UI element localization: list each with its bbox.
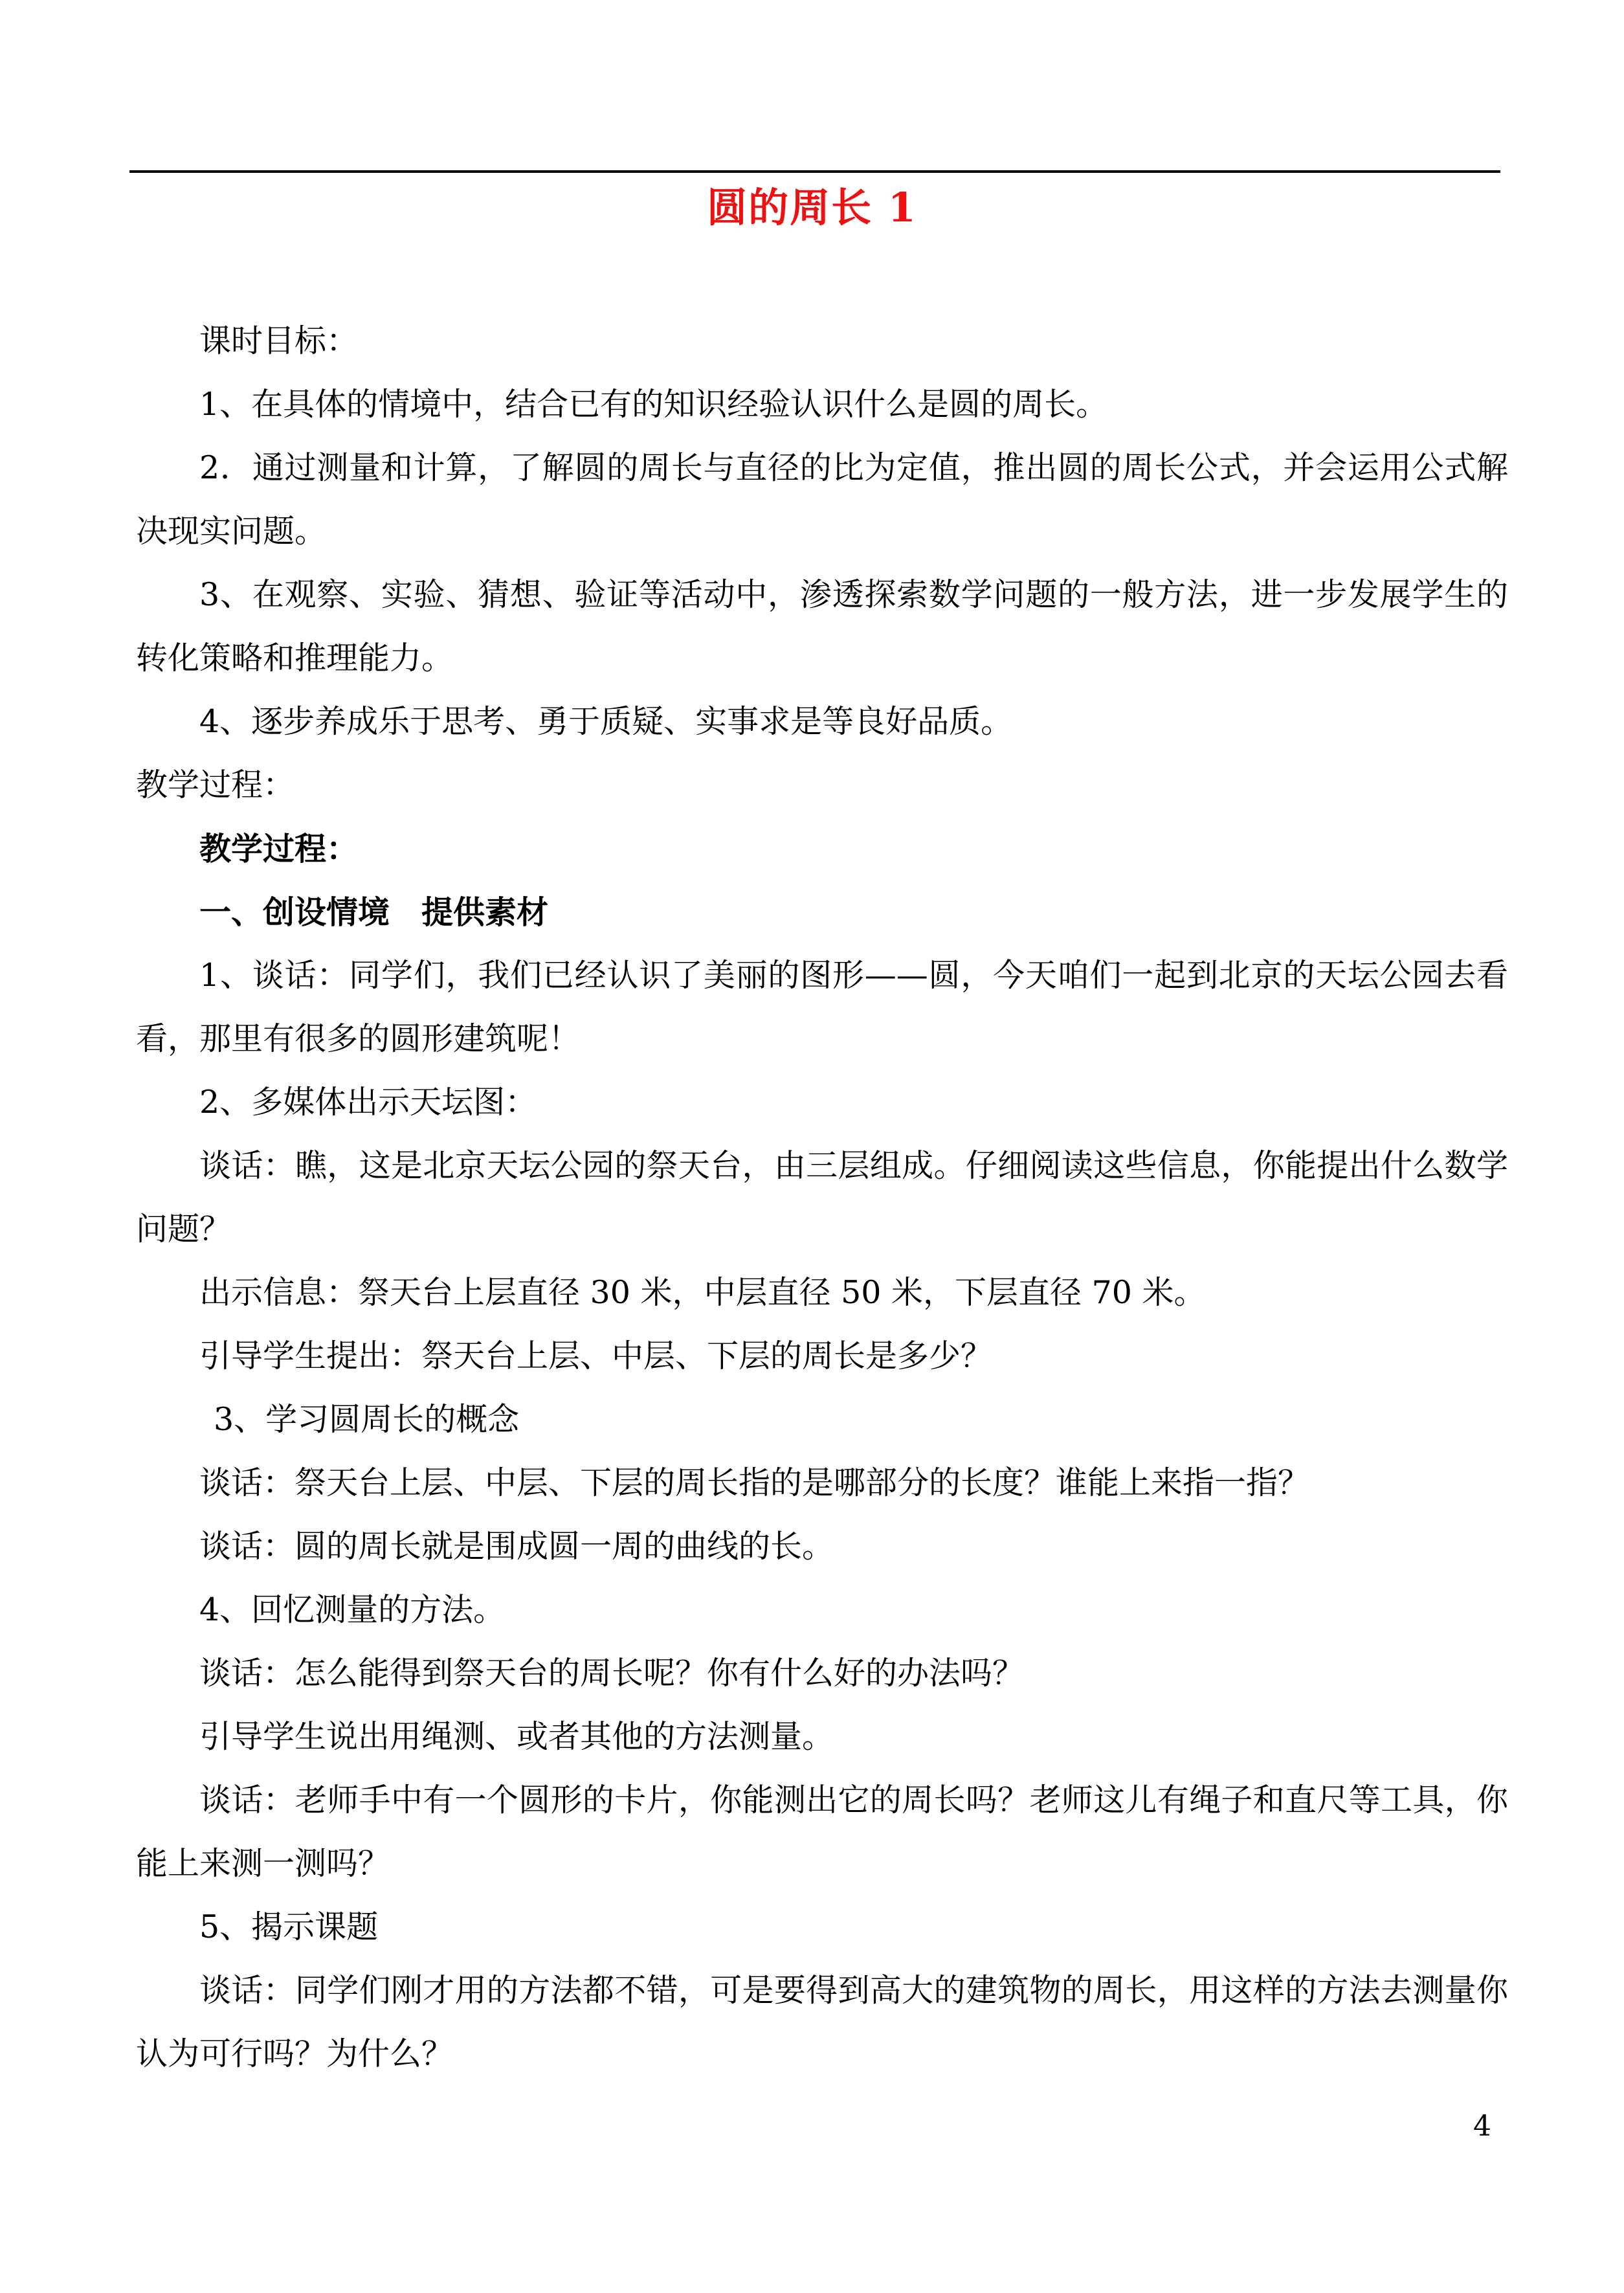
paragraph-step-1: 1、谈话：同学们，我们已经认识了美丽的图形——圆，今天咱们一起到北京的天坛公园去看看，那里有很多的圆形建筑呢！ <box>136 957 1508 1057</box>
paragraph-process-heading: 教学过程： <box>136 766 295 803</box>
paragraph-talk-5: 谈话：老师手中有一个圆形的卡片，你能测出它的周长吗？老师这儿有绳子和直尺等工具，你能上来测一测吗？ <box>136 1782 1508 1882</box>
paragraph-guide-2: 引导学生说出用绳测、或者其他的方法测量。 <box>199 1718 834 1755</box>
paragraph-objective-2: 2．通过测量和计算，了解圆的周长与直径的比为定值，推出圆的周长公式，并会运用公式解决现实问题。 <box>136 449 1508 550</box>
paragraph-talk-4: 谈话：怎么能得到祭天台的周长呢？你有什么好的办法吗？ <box>199 1655 1025 1692</box>
paragraph-step-4: 4、回忆测量的方法。 <box>199 1591 506 1628</box>
paragraph-talk-6: 谈话：同学们刚才用的方法都不错，可是要得到高大的建筑物的周长，用这样的方法去测量你认为可行吗？为什么？ <box>136 1972 1508 2072</box>
paragraph-objective-4: 4、逐步养成乐于思考、勇于质疑、实事求是等良好品质。 <box>199 703 1013 740</box>
paragraph-objective-3: 3、在观察、实验、猜想、验证等活动中，渗透探索数学问题的一般方法，进一步发展学生的转化策略和推理能力。 <box>136 576 1508 677</box>
paragraph-objective-1: 1、在具体的情境中，结合已有的知识经验认识什么是圆的周长。 <box>199 386 1108 423</box>
section-heading-1: 一、创设情境 提供素材 <box>199 893 549 931</box>
document-body <box>136 309 1508 2086</box>
paragraph-objectives-heading: 课时目标： <box>199 322 359 359</box>
paragraph-step-3: 3、学习圆周长的概念 <box>214 1401 520 1438</box>
paragraph-talk-1: 谈话：瞧，这是北京天坛公园的祭天台，由三层组成。仔细阅读这些信息，你能提出什么数学问题？ <box>136 1147 1508 1247</box>
paragraph-step-5: 5、揭示课题 <box>199 1908 379 1945</box>
paragraph-step-2: 2、多媒体出示天坛图： <box>199 1084 537 1121</box>
paragraph-guide-1: 引导学生提出：祭天台上层、中层、下层的周长是多少？ <box>199 1337 993 1374</box>
document-title: 圆的周长 1 <box>707 184 917 231</box>
paragraph-info: 出示信息：祭天台上层直径 30 米，中层直径 50 米，下层直径 70 米。 <box>199 1274 1206 1311</box>
paragraph-talk-3: 谈话：圆的周长就是围成圆一周的曲线的长。 <box>199 1528 834 1565</box>
paragraph-process-heading-bold: 教学过程： <box>199 830 359 867</box>
header-rule <box>129 170 1500 173</box>
page-number: 4 <box>1473 2110 1491 2143</box>
paragraph-talk-2: 谈话：祭天台上层、中层、下层的周长指的是哪部分的长度？谁能上来指一指？ <box>199 1464 1310 1501</box>
